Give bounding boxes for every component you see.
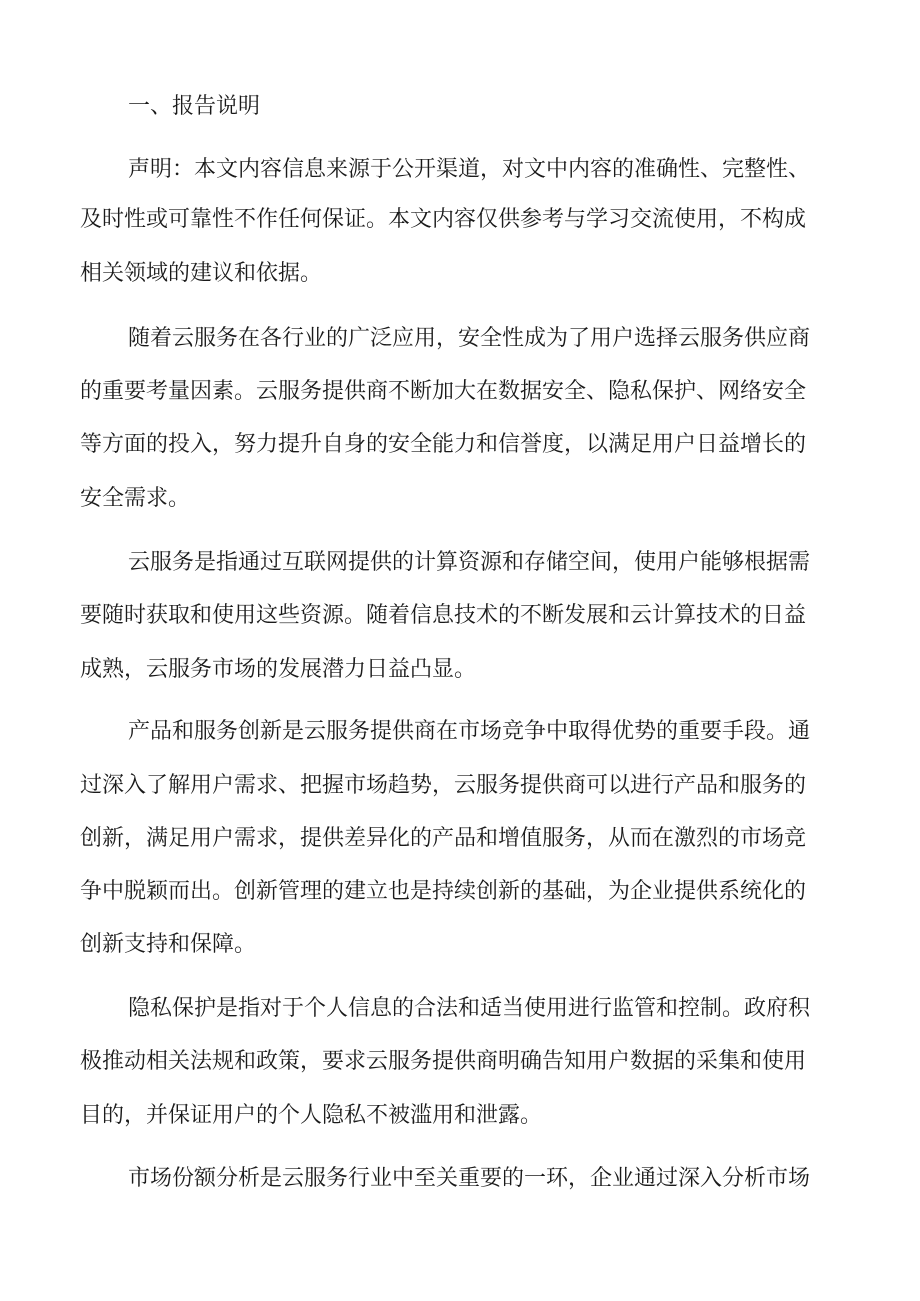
paragraph-line: 成熟，云服务市场的发展潜力日益凸显。 [80, 657, 477, 682]
paragraph-line: 声明：本文内容信息来源于公开渠道，对文中内容的准确性、完整性、 [128, 157, 811, 182]
paragraph-line: 目的，并保证用户的个人隐私不被滥用和泄露。 [80, 1103, 543, 1128]
paragraph-line: 争中脱颖而出。创新管理的建立也是持续创新的基础，为企业提供系统化的 [80, 879, 807, 904]
paragraph-line: 随着云服务在各行业的广泛应用，安全性成为了用户选择云服务供应商 [128, 326, 811, 351]
paragraph-line: 及时性或可靠性不作任何保证。本文内容仅供参考与学习交流使用，不构成 [80, 207, 807, 232]
paragraph-line: 的重要考量因素。云服务提供商不断加大在数据安全、隐私保护、网络安全 [80, 379, 807, 404]
paragraph-line: 过深入了解用户需求、把握市场趋势，云服务提供商可以进行产品和服务的 [80, 773, 807, 798]
paragraph-line: 安全需求。 [80, 486, 191, 511]
paragraph-line: 创新，满足用户需求，提供差异化的产品和增值服务，从而在激烈的市场竞 [80, 826, 807, 851]
paragraph-line: 隐私保护是指对于个人信息的合法和适当使用进行监管和控制。政府积 [128, 996, 811, 1021]
paragraph-line: 市场份额分析是云服务行业中至关重要的一环，企业通过深入分析市场 [128, 1166, 811, 1191]
paragraph-line: 创新支持和保障。 [80, 932, 257, 957]
paragraph-line: 相关领域的建议和依据。 [80, 261, 323, 286]
paragraph-line: 要随时获取和使用这些资源。随着信息技术的不断发展和云计算技术的日益 [80, 603, 807, 628]
paragraph-line: 等方面的投入，努力提升自身的安全能力和信誉度，以满足用户日益增长的 [80, 432, 807, 457]
paragraph-line: 极推动相关法规和政策，要求云服务提供商明确告知用户数据的采集和使用 [80, 1049, 807, 1074]
paragraph-line: 产品和服务创新是云服务提供商在市场竞争中取得优势的重要手段。通 [128, 719, 811, 744]
section-heading: 一、报告说明 [128, 94, 261, 119]
paragraph-line: 云服务是指通过互联网提供的计算资源和存储空间，使用户能够根据需 [128, 550, 811, 575]
